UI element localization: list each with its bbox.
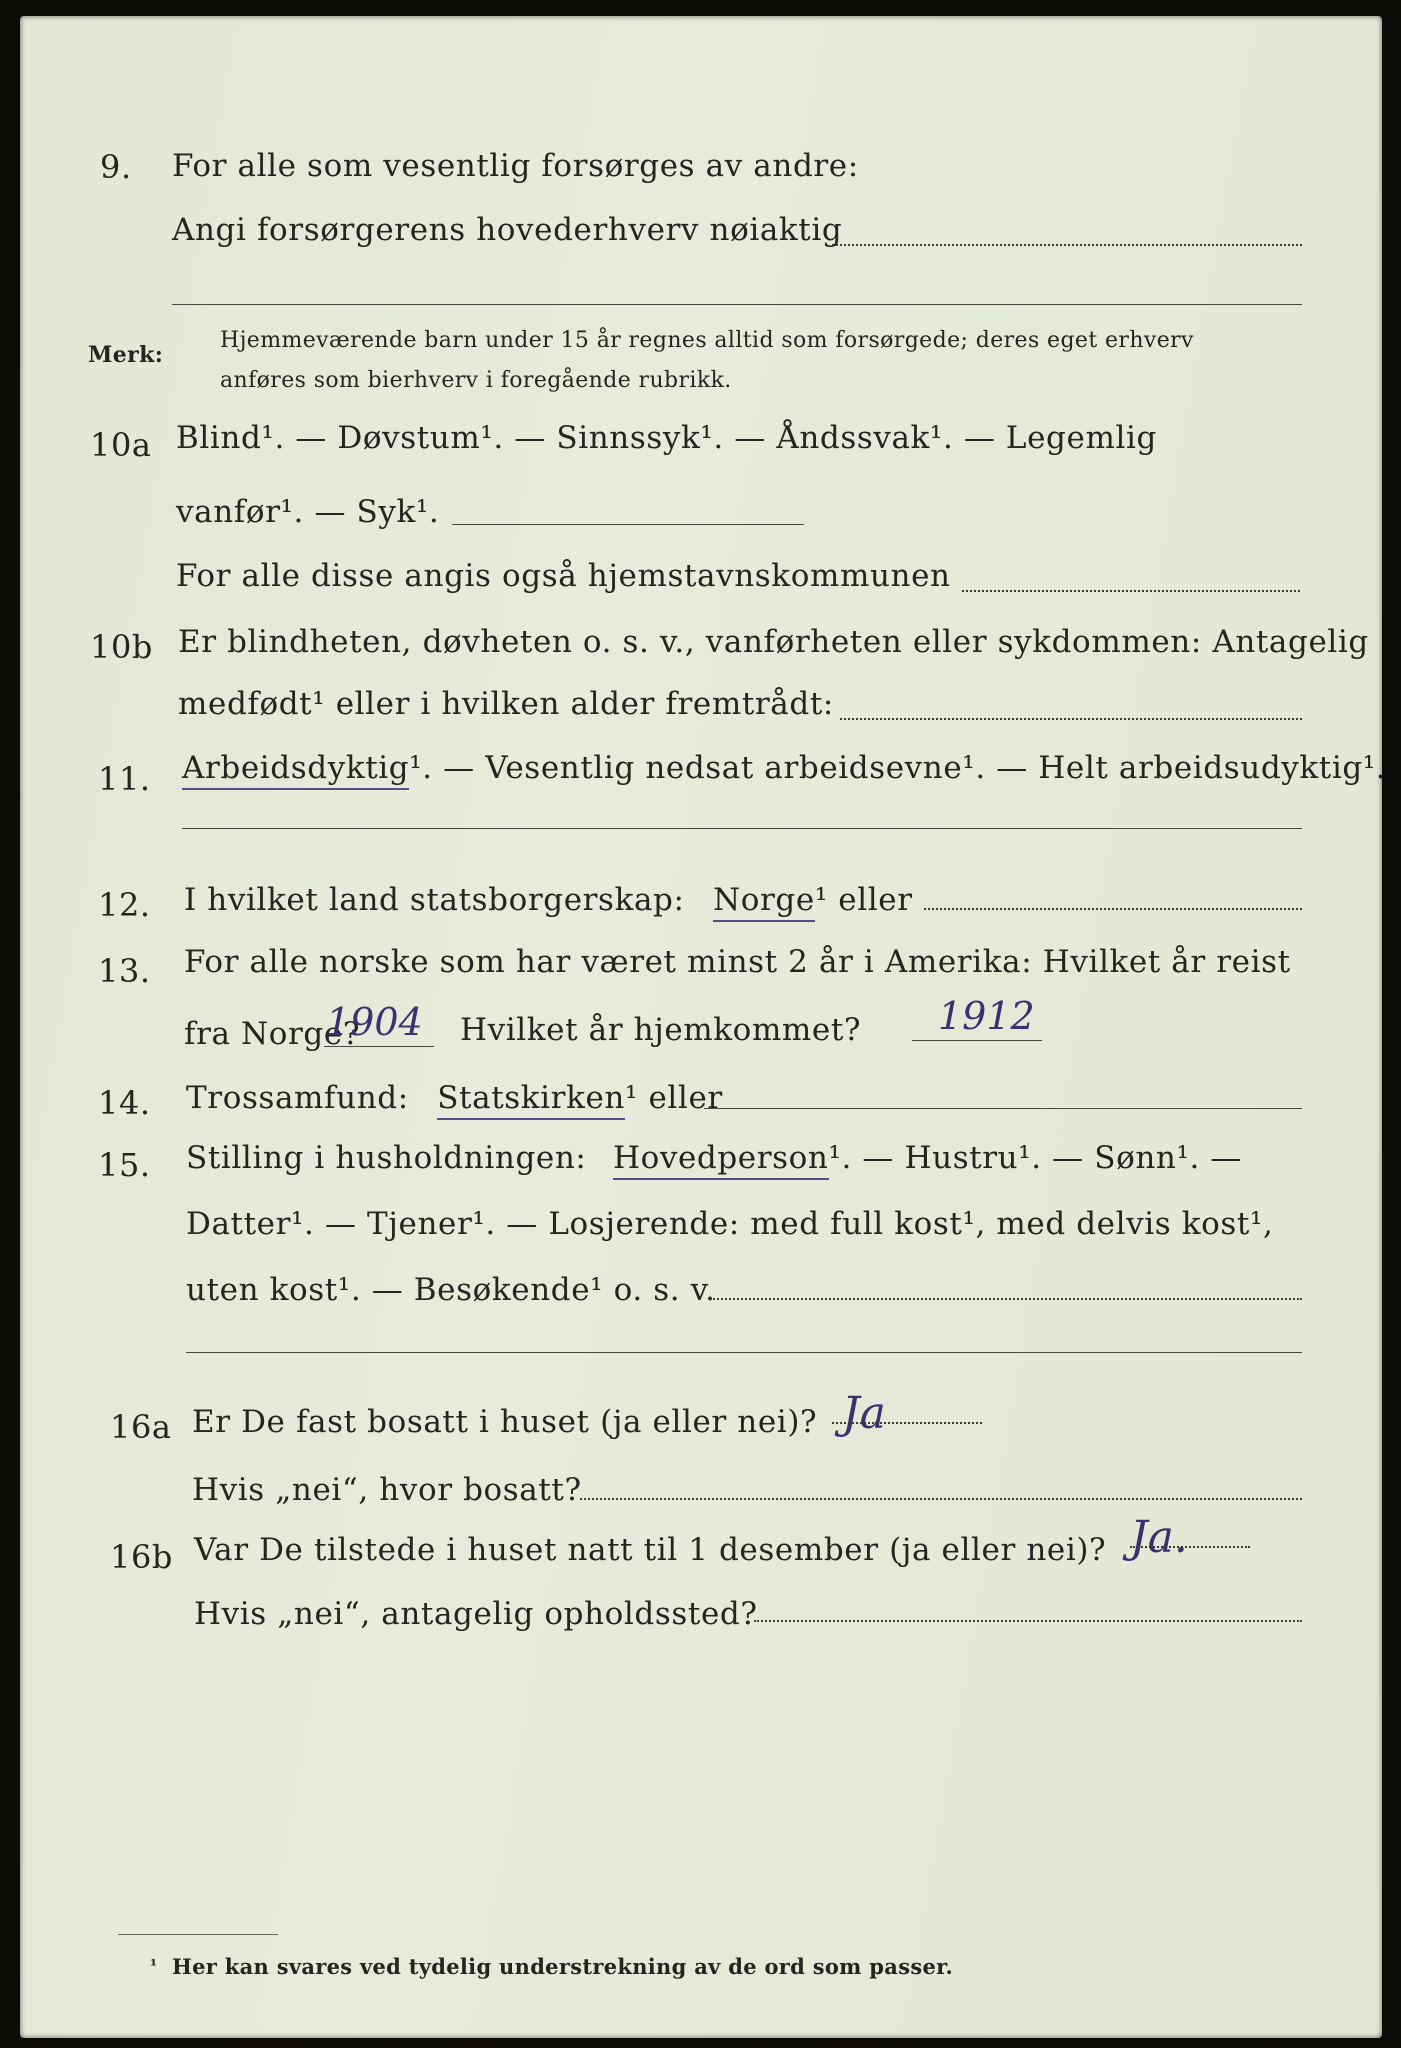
q12-label: I hvilket land statsborgerskap: xyxy=(184,882,685,918)
q13-return-year-line[interactable] xyxy=(912,1040,1042,1041)
q16b-where-label: Hvis „nei“, antagelig opholdssted? xyxy=(194,1596,758,1632)
q9-number: 9. xyxy=(100,148,132,186)
q10b-answer-line[interactable] xyxy=(840,718,1302,720)
q11-number: 11. xyxy=(98,760,151,798)
q10a-municipality-line[interactable] xyxy=(962,590,1300,592)
q16a-question: Er De fast bosatt i huset (ja eller nei)? xyxy=(192,1404,818,1440)
q15-other-options: ¹. — Hustru¹. — Sønn¹. — xyxy=(828,1140,1242,1176)
q9-question: For alle som vesentlig forsørges av andre: xyxy=(172,148,859,184)
q14-suffix: ¹ eller xyxy=(624,1080,723,1116)
footnote-text: Her kan svares ved tydelig understrekning av de ord som passer. xyxy=(172,1954,954,1979)
q13-left-label: fra Norge? xyxy=(184,1016,361,1052)
q16b-question: Var De tilstede i huset natt til 1 desember (ja eller nei)? xyxy=(194,1532,1107,1568)
q15-options-line2: Datter¹. — Tjener¹. — Losjerende: med full kost¹, med delvis kost¹, xyxy=(186,1206,1274,1242)
q15-answer-line[interactable] xyxy=(710,1298,1302,1300)
q14-label: Trossamfund: xyxy=(186,1080,409,1116)
q13-question: For alle norske som har været minst 2 år i Amerika: Hvilket år reist xyxy=(184,944,1291,980)
q9-answer-line[interactable] xyxy=(832,244,1302,246)
q14-number: 14. xyxy=(98,1084,151,1122)
q16a-answer[interactable]: Ja xyxy=(842,1388,886,1439)
q10a-number: 10a xyxy=(90,426,152,464)
merk-note-line1: Hjemmeværende barn under 15 år regnes alltid som forsørgede; deres eget erhverv xyxy=(220,328,1194,353)
q16b-where-line[interactable] xyxy=(754,1620,1302,1622)
q12-answer-line[interactable] xyxy=(924,908,1302,910)
q12-number: 12. xyxy=(98,886,151,924)
q14-answer-line[interactable] xyxy=(704,1108,1302,1109)
q10b-number: 10b xyxy=(90,628,154,666)
q9-provider-occupation-label: Angi forsørgerens hovederhverv nøiaktig xyxy=(172,212,843,248)
q12-suffix: ¹ eller xyxy=(814,882,913,918)
q12-question xyxy=(184,882,913,918)
merk-note-line2: anføres som bierhverv i foregående rubrikk. xyxy=(220,368,732,393)
q13-return-year-answer[interactable]: 1912 xyxy=(938,994,1035,1038)
q13-return-label: Hvilket år hjemkommet? xyxy=(460,1012,862,1048)
q16a-where-line[interactable] xyxy=(580,1498,1302,1500)
q13-number: 13. xyxy=(98,952,151,990)
q14-selected-statskirken[interactable]: Statskirken xyxy=(437,1080,625,1120)
footnote-mark: ¹ xyxy=(150,1956,158,1975)
q16a-where-label: Hvis „nei“, hvor bosatt? xyxy=(192,1472,582,1508)
q10b-question-cont: medfødt¹ eller i hvilken alder fremtrådt: xyxy=(178,686,834,722)
q15-extra-answer-line[interactable] xyxy=(186,1352,1302,1353)
merk-label: Merk: xyxy=(88,342,164,368)
q11-selected-arbeidsdyktig[interactable]: Arbeidsdyktig xyxy=(182,750,409,790)
q10a-answer-line[interactable] xyxy=(452,524,804,525)
q10a-options-cont: vanfør¹. — Syk¹. xyxy=(176,494,440,530)
q11-other-options: ¹. — Vesentlig nedsat arbeidsevne¹. — Helt arbeidsudyktig¹. xyxy=(409,750,1387,786)
q11-answer-line[interactable] xyxy=(182,828,1302,829)
footnote-separator xyxy=(118,1934,278,1935)
q13-left-year-line[interactable] xyxy=(324,1046,434,1047)
q16b-answer-line[interactable] xyxy=(1130,1546,1250,1548)
q11-options xyxy=(182,750,1386,786)
q15-options-line3: uten kost¹. — Besøkende¹ o. s. v. xyxy=(186,1272,716,1308)
q15-selected-hovedperson[interactable]: Hovedperson xyxy=(613,1140,829,1180)
q16a-number: 16a xyxy=(110,1408,172,1446)
q16a-answer-line[interactable] xyxy=(832,1422,982,1424)
q9-extra-answer-line[interactable] xyxy=(172,304,1302,305)
q10b-question: Er blindheten, døvheten o. s. v., vanførheten eller sykdommen: Antagelig xyxy=(178,624,1369,660)
q12-selected-norge[interactable]: Norge xyxy=(713,882,815,922)
q13-left-year-answer[interactable]: 1904 xyxy=(326,1000,423,1044)
q16b-answer[interactable]: Ja. xyxy=(1130,1512,1188,1563)
q15-number: 15. xyxy=(98,1146,151,1184)
q15-label: Stilling i husholdningen: xyxy=(186,1140,587,1176)
q16b-number: 16b xyxy=(110,1538,174,1576)
q10a-options: Blind¹. — Døvstum¹. — Sinnssyk¹. — Åndssvak¹. — Legemlig xyxy=(176,420,1157,456)
census-form-page xyxy=(20,16,1387,2038)
q15-question xyxy=(186,1140,1242,1176)
q14-question xyxy=(186,1080,723,1116)
q10a-home-municipality-label: For alle disse angis også hjemstavnskommunen xyxy=(176,558,951,594)
